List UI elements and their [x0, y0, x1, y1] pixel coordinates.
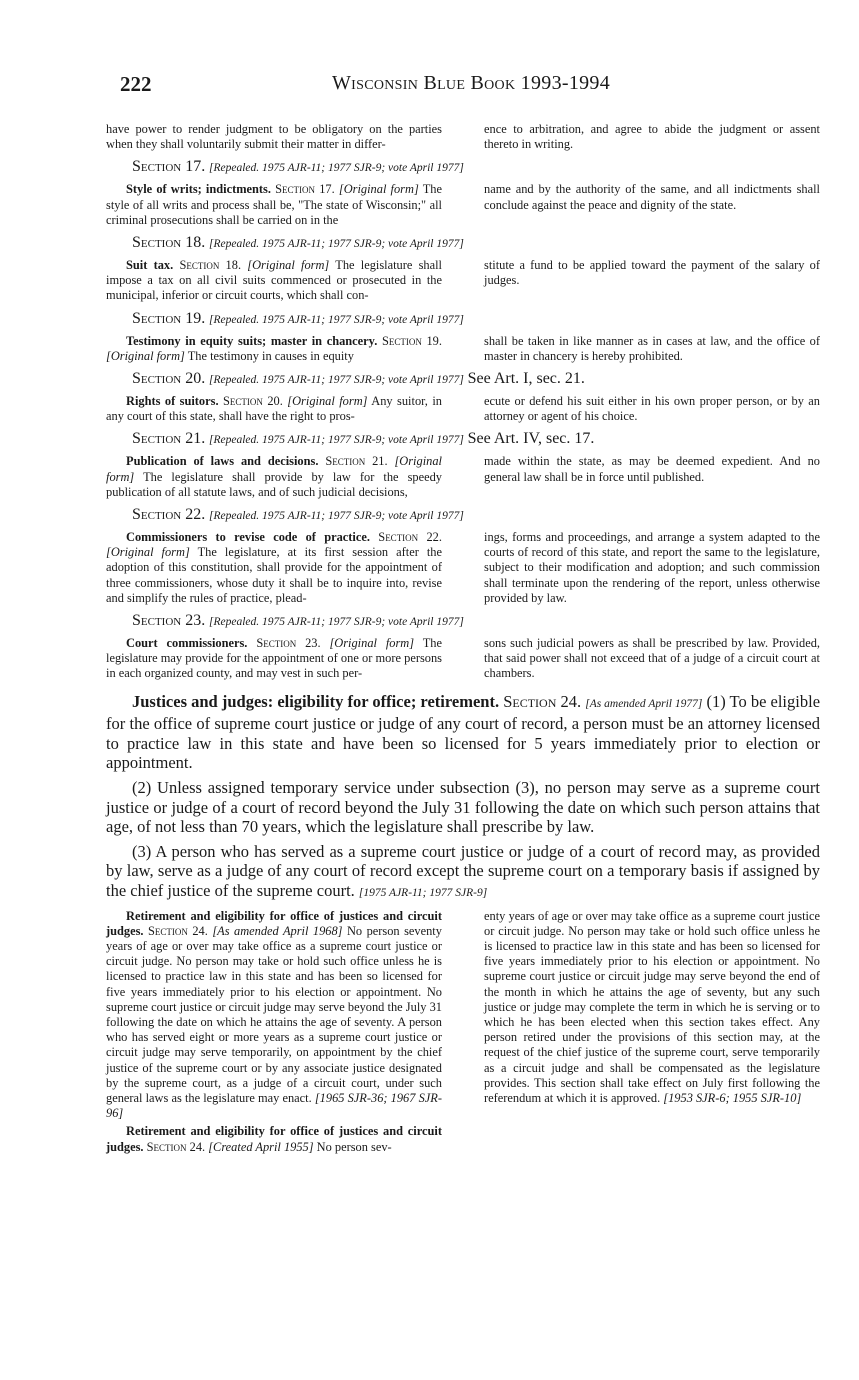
section-heading: Section 23. [Repealed. 1975 AJR-11; 1977 SJR-9; vote April 1977] — [132, 612, 464, 630]
section-24-p1: Justices and judges: eligibility for office; retirement. Section 24. [As amended April 1977] (1) To be eligible for the office of supreme court justice or judge of any court of record, a person must be an attorney licensed to practice law in this state and have been so licensed for 5 years immediately prior to election or appointment. — [106, 691, 821, 773]
section-left: Rights of suitors. Section 20. [Original form] Any suitor, in any court of this state, shall have the right to pros- — [106, 394, 442, 424]
section-24-p3: (3) A person who has served as a supreme court justice or judge of a court of record may, as provided by law, serve as a judge of any court of record except the supreme court on a temporary basis if assigned by the chief justice of the supreme court. [1975 AJR-11; 1977 SJR-9] — [106, 841, 820, 901]
section-left: Commissioners to revise code of practice. Section 22. [Original form] The legislature, at its first session after the adoption of this constitution, shall provide for the appointment of three commissioners, whose duty it shall be to inquire into, revise and simplify the rules of practice, plead- — [106, 530, 442, 605]
section-24-text — [106, 692, 820, 904]
section-heading: Section 18. [Repealed. 1975 AJR-11; 1977 SJR-9; vote April 1977] — [132, 234, 464, 252]
section-columns — [106, 530, 820, 606]
intro-left: have power to render judgment to be obligatory on the parties when they shall voluntarily submit their matter in differ- — [106, 122, 442, 152]
section-columns — [106, 454, 820, 500]
history-1968: Retirement and eligibility for office of justices and circuit judges. Section 24. [As amended April 1968] No person seventy years of age or over may take office as a supreme court justice or circuit judge. No person may take or hold such office unless he is licensed to practice law in this state and has been so licensed for five years immediately prior to his election or appointment. No supreme court justice or circuit judge may serve beyond the July 31 following the date on which he attains the age of seventy. A person who has served eight or more years as a supreme court justice or circuit judge may serve temporarily, on appointment by the chief justice of the supreme court or by any associate justice designated by the supreme court, as a judge of a circuit court, under such general laws as the legislature may enact. [1965 SJR-36; 1967 SJR-96] — [106, 908, 442, 1121]
section-left: Suit tax. Section 18. [Original form] The legislature shall impose a tax on all civil suits commenced or prosecuted in the municipal, inferior or circuit courts, which shall con- — [106, 258, 442, 303]
history-left — [106, 909, 442, 1158]
section-heading: Section 22. [Repealed. 1975 AJR-11; 1977 SJR-9; vote April 1977] — [132, 506, 464, 524]
section-right: ings, forms and proceedings, and arrange a system adapted to the courts of record of this state, and report the same to the legislature, subject to their modification and adoption; and such commission shall terminate upon the rendering of the report, unless otherwise provided by law. — [484, 530, 820, 605]
section-columns — [106, 182, 820, 228]
section-left: Publication of laws and decisions. Section 21. [Original form] The legislature shall provide by law for the speedy publication of all statute laws, and of such judicial decisions, — [106, 454, 442, 499]
section-24-p2: (2) Unless assigned temporary service under subsection (3), no person may serve as a supreme court justice or judge of a court of record beyond the July 31 following the date on which such person attains that age, of not less than 70 years, which the legislature shall prescribe by law. — [106, 778, 820, 837]
section-right: sons such judicial powers as shall be prescribed by law. Provided, that said power shall not exceed that of a judge of a circuit court at chambers. — [484, 636, 820, 681]
section-right: stitute a fund to be applied toward the payment of the salary of judges. — [484, 258, 820, 288]
history-1955: Retirement and eligibility for office of justices and circuit judges. Section 24. [Created April 1955] No person sev- — [106, 1124, 442, 1154]
intro-columns — [106, 122, 820, 152]
section-heading: Section 17. [Repealed. 1975 AJR-11; 1977 SJR-9; vote April 1977] — [132, 158, 464, 176]
section-left: Court commissioners. Section 23. [Original form] The legislature may provide for the appointment of one or more persons in each organized county, and may vest in such per- — [106, 636, 442, 681]
page-number: 222 — [120, 72, 152, 96]
section-columns — [106, 258, 820, 304]
intro-right: ence to arbitration, and agree to abide the judgment or assent thereto in writing. — [484, 122, 820, 152]
section-columns — [106, 636, 820, 682]
section-left: Testimony in equity suits; master in chancery. Section 19. [Original form] The testimony in causes in equity — [106, 333, 442, 363]
page-header — [120, 72, 820, 102]
section-right: ecute or defend his suit either in his own proper person, or by an attorney or agent of his choice. — [484, 394, 820, 424]
section-heading: Section 20. [Repealed. 1975 AJR-11; 1977 SJR-9; vote April 1977] See Art. I, sec. 21. — [132, 370, 585, 388]
section-left: Style of writs; indictments. Section 17. [Original form] The style of all writs and process shall be, "The state of Wisconsin;" all criminal prosecutions shall be carried on in the — [106, 182, 442, 227]
history-right: enty years of age or over may take office as a supreme court justice or circuit judge. No person may take or hold such office unless he is licensed to practice law in this state and has been so licensed for five years immediately prior to his election or appointment. No supreme court justice or circuit judge may serve beyond the end of the month in which he attains the age of seventy, but any such justice or judge may complete the term in which he is serving or to which he has been elected when this section takes effect. Any person retired under the provisions of this section may, at the request of the chief justice of the supreme court, serve temporarily as a circuit judge and shall be compensated as the legislature provides. This section shall take effect on July first following the referendum at which it is approved. [1953 SJR-6; 1955 SJR-10] — [484, 908, 820, 1106]
section-right: shall be taken in like manner as in cases at law, and the office of master in chancery is hereby prohibited. — [484, 333, 820, 363]
page-body — [106, 122, 820, 1158]
section-heading: Section 19. [Repealed. 1975 AJR-11; 1977 SJR-9; vote April 1977] — [132, 309, 464, 327]
section-right: made within the state, as may be deemed expedient. And no general law shall be in force until published. — [484, 454, 820, 484]
section-heading: Section 21. [Repealed. 1975 AJR-11; 1977 SJR-9; vote April 1977] See Art. IV, sec. 17. — [132, 430, 595, 448]
section-right: name and by the authority of the same, and all indictments shall conclude against the peace and dignity of the state. — [484, 182, 820, 212]
running-title: Wisconsin Blue Book 1993-1994 — [332, 72, 611, 94]
section-columns — [106, 394, 820, 424]
section-columns — [106, 334, 820, 364]
history-columns — [106, 909, 820, 1158]
